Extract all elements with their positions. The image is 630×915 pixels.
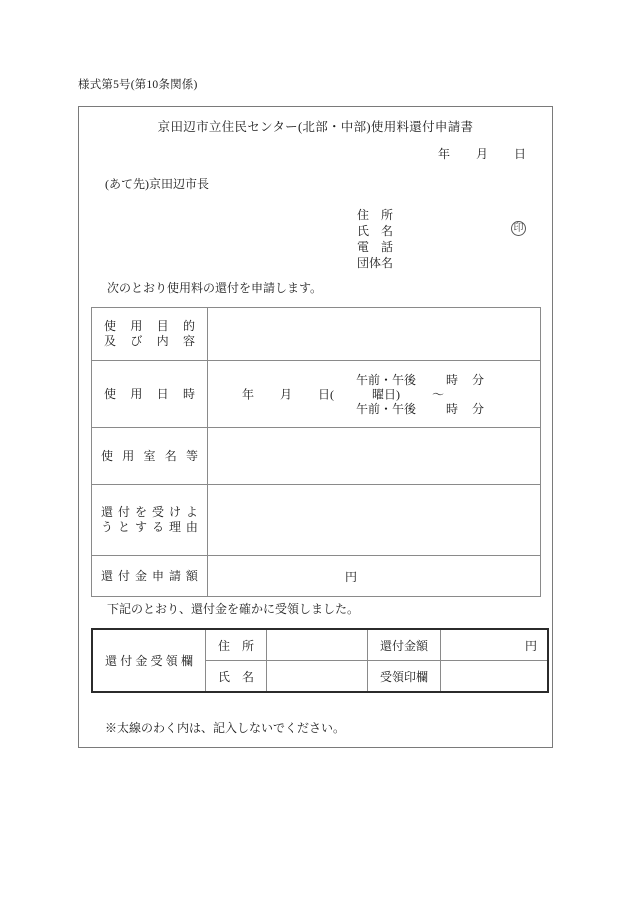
amount-value-cell[interactable]	[208, 556, 541, 597]
applicant-address-label: 住 所	[357, 208, 394, 222]
receipt-address-label-cell: 住 所	[206, 629, 267, 661]
purpose-label-line1: 使 用 目 的	[104, 319, 195, 333]
applicant-address-row	[357, 207, 399, 223]
purpose-value-cell[interactable]	[208, 308, 541, 361]
application-table	[91, 307, 541, 597]
datetime-start-minute: 分	[472, 373, 485, 387]
footer-note: ※太線のわく内は、記入しないでください。	[105, 721, 346, 735]
table-row-amount	[92, 556, 541, 597]
date-month-label: 月	[475, 147, 488, 161]
applicant-name-label: 氏 名	[357, 224, 394, 238]
purpose-label-cell	[92, 308, 208, 361]
table-row-datetime	[92, 361, 541, 428]
receipt-address-value-cell[interactable]	[267, 629, 368, 661]
amount-label-line: 還 付 金 申 請 額	[101, 568, 198, 583]
receipt-amount-value-cell[interactable]	[441, 629, 549, 661]
form-number: 様式第5号(第10条関係)	[78, 79, 198, 91]
seal-icon: 印	[511, 221, 526, 236]
reason-value-cell[interactable]	[208, 485, 541, 556]
datetime-tilde: 〜	[432, 387, 445, 402]
datetime-start-hour: 時	[446, 373, 459, 387]
datetime-label-cell	[92, 361, 208, 428]
table-row-purpose	[92, 308, 541, 361]
room-label-line: 使 用 室 名 等	[101, 448, 198, 463]
purpose-label-line2: 及 び 内 容	[104, 334, 195, 348]
datetime-value-cell[interactable]	[208, 361, 541, 428]
room-value-cell[interactable]	[208, 428, 541, 485]
amount-unit-label: 円	[344, 569, 357, 584]
reason-label-line1: 還 付 を 受 け よ	[101, 505, 198, 519]
table-row-room	[92, 428, 541, 485]
datetime-end-minute: 分	[472, 402, 485, 416]
datetime-wrapper	[216, 365, 532, 423]
page-frame	[78, 106, 553, 748]
applicant-phone-label: 電 話	[357, 240, 394, 254]
reason-label-line2: う と す る 理 由	[101, 520, 198, 534]
datetime-end-time	[356, 400, 484, 417]
table-row-reason	[92, 485, 541, 556]
datetime-end-ampm: 午前・午後	[356, 402, 417, 416]
date-line	[438, 145, 526, 162]
datetime-time-range	[356, 365, 524, 423]
receipt-intro-text: 下記のとおり、還付金を確かに受領しました。	[107, 602, 360, 616]
datetime-start-ampm: 午前・午後	[356, 373, 417, 387]
datetime-month-label: 月	[280, 387, 293, 402]
receipt-seal-label-cell: 受領印欄	[368, 661, 441, 693]
applicant-phone-row	[357, 239, 399, 255]
datetime-label-line: 使 用 日 時	[104, 386, 195, 401]
applicant-group-label: 団体名	[357, 256, 394, 270]
intro-text: 次のとおり使用料の還付を申請します。	[107, 281, 323, 295]
datetime-year-label: 年	[242, 387, 255, 402]
datetime-weekday-label: 曜日)	[372, 387, 401, 402]
document-title: 京田辺市立住民センター(北部・中部)使用料還付申請書	[157, 120, 474, 134]
datetime-start-time	[356, 371, 484, 388]
receipt-row-address	[92, 629, 548, 661]
receipt-title-cell	[92, 629, 206, 692]
receipt-table	[91, 628, 549, 693]
amount-label-cell	[92, 556, 208, 597]
room-label-cell	[92, 428, 208, 485]
date-year-label: 年	[437, 147, 450, 161]
addressee: (あて先)京田辺市長	[105, 177, 209, 191]
applicant-name-row	[357, 223, 399, 239]
date-day-label: 日	[513, 147, 526, 161]
receipt-title-label: 還 付 金 受 領 欄	[105, 654, 193, 668]
reason-label-cell	[92, 485, 208, 556]
receipt-amount-label-cell: 還付金額	[368, 629, 441, 661]
datetime-end-hour: 時	[446, 402, 459, 416]
receipt-name-label-cell: 氏 名	[206, 661, 267, 693]
applicant-group-row	[357, 255, 399, 271]
receipt-name-value-cell[interactable]	[267, 661, 368, 693]
applicant-block	[357, 207, 399, 271]
datetime-day-label: 日(	[318, 387, 335, 402]
receipt-seal-value-cell[interactable]	[441, 661, 549, 693]
receipt-amount-unit-label: 円	[524, 638, 537, 653]
